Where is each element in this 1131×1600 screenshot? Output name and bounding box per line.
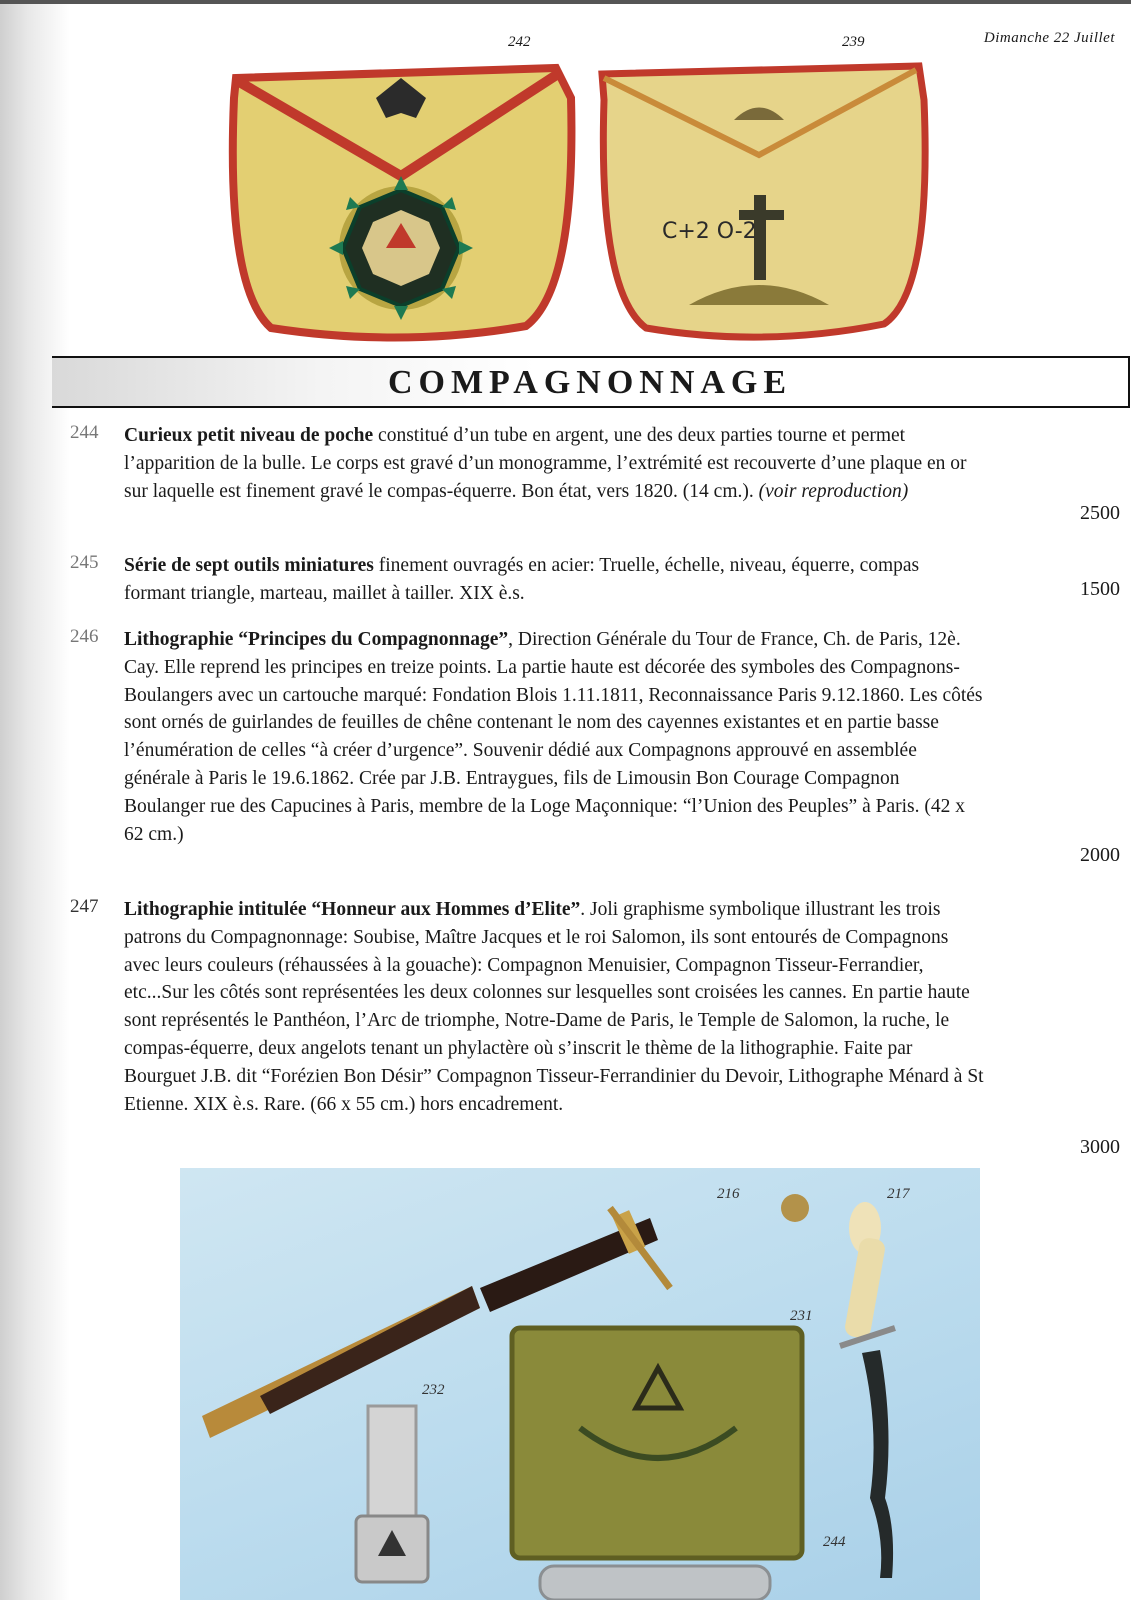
photo-label-244: 244 <box>823 1534 846 1550</box>
lot-body: . Joli graphisme symbolique illustrant les trois patrons du Compagnonnage: Soubise, Maître Jacques et le roi Salomon, ils sont entourés de Compagnons avec leurs couleurs (réhaussées à la gouache): Compagnon Menuisier, Compagnon Tisseur-Ferrandier, etc...Sur les côtés sont représentées les deux colonnes sur lesquelles sont croisées les cannes. En partie haute sont représentés le Panthéon, l’Arc de triomphe, Notre-Dame de Paris, le Temple de Salomon, la ruche, le compas-équerre, deux angelots tenant un phylactère où s’inscrit le thème de la lithographie. Faite par Bourguet J.B. dit “Forézien Bon Désir” Compagnon Tisseur-Ferrandinier du Devoir, Lithographe Ménard à St Etienne. XIX è.s. Rare. (66 x 55 cm.) hors encadrement. <box>124 899 984 1115</box>
objects-photograph <box>180 1168 980 1600</box>
lot-description <box>124 552 984 608</box>
lot-title: Curieux petit niveau de poche <box>124 425 374 446</box>
lot-body: finement ouvragés en acier: Truelle, échelle, niveau, équerre, compas formant triangle, marteau, maillet à tailler. XIX è.s. <box>124 555 920 604</box>
lot-body: constitué d’un tube en argent, une des deux parties tourne et permet l’apparition de la bulle. Le corps est gravé d’un monogramme, l’extrémité est recouverte d’une plaque en or sur laquelle est finement gravé le compas-équerre. Bon état, vers 1820. (14 cm.). <box>124 425 967 502</box>
photo-label-217: 217 <box>887 1186 910 1202</box>
lot-description <box>124 896 984 1118</box>
lot-body: , Direction Générale du Tour de France, Ch. de Paris, 12è. Cay. Elle reprend les principes en treize points. La partie haute est décorée des symboles des Compagnons-Boulangers avec un cartouche marqué: Fondation Blois 1.11.1811, Reconnaissance Paris 9.12.1860. Les côtés sont ornés de guirlandes de feuilles de chêne contenant le nom des cayennes existantes et en partie basse l’énumération de celles “à créer d’urgence”. Souvenir dédié aux Compagnons approuvé en assemblée générale à Paris le 19.6.1862. Crée par J.B. Entraygues, fils de Limousin Bon Courage Compagnon Boulanger rue des Capucines à Paris, membre de la Loge Maçonnique: “l’Union des Peuples” à Paris. (42 x 62 cm.) <box>124 629 983 845</box>
apron-left-image <box>226 58 576 348</box>
photo-label-231: 231 <box>790 1308 813 1324</box>
top-border <box>0 0 1131 4</box>
page-gutter-shadow <box>0 0 70 1600</box>
lot-description <box>124 626 984 848</box>
watch-232-image <box>356 1406 428 1582</box>
lot-number: 244 <box>70 422 99 443</box>
running-header: Dimanche 22 Juillet <box>983 30 1115 46</box>
lot-price: 1500 <box>1080 578 1120 600</box>
section-title: COMPAGNONNAGE <box>387 364 793 401</box>
lot-244 <box>70 422 1120 534</box>
photo-label-232: 232 <box>422 1382 445 1398</box>
lot-245 <box>70 552 1120 610</box>
lot-description <box>124 422 984 505</box>
lot-title: Série de sept outils miniatures <box>124 555 374 576</box>
apron-right-image <box>594 60 934 350</box>
lot-number: 246 <box>70 626 99 647</box>
figure-number-right: 239 <box>842 34 865 50</box>
lot-title: Lithographie intitulée “Honneur aux Hommes d’Elite” <box>124 899 581 920</box>
lot-price: 2500 <box>1080 502 1120 524</box>
level-244-image <box>540 1566 770 1600</box>
lot-price: 3000 <box>1080 1136 1120 1158</box>
dagger-217-image <box>840 1202 895 1578</box>
photo-label-216: 216 <box>717 1186 740 1202</box>
lot-247 <box>70 896 1120 1168</box>
apron-script-text: C+2 O-2 <box>662 219 757 244</box>
figure-number-left: 242 <box>508 34 531 50</box>
lot-246 <box>70 626 1120 876</box>
lot-title: Lithographie “Principes du Compagnonnage” <box>124 629 509 650</box>
lot-number: 247 <box>70 896 99 917</box>
lot-price: 2000 <box>1080 844 1120 866</box>
lot-number: 245 <box>70 552 99 573</box>
section-header-bar <box>52 356 1130 408</box>
embroidered-case-231-image <box>512 1328 802 1558</box>
lot-note: (voir reproduction) <box>758 480 909 502</box>
